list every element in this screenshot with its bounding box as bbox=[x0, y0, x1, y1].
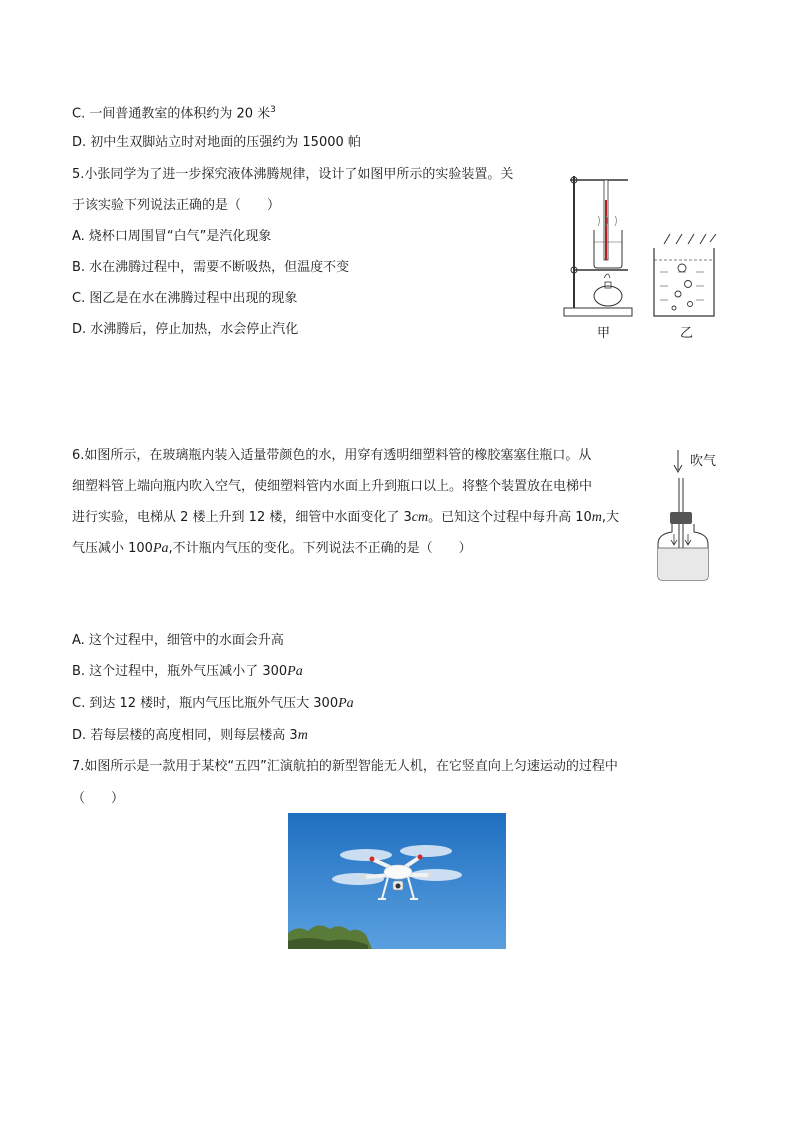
figure-jia-label: 甲 bbox=[597, 326, 611, 341]
unit-m: m bbox=[591, 510, 602, 525]
q4-option-c-text: C. 一间普通教室的体积约为 20 米 bbox=[72, 106, 271, 122]
q6-option-d-text: D. 若每层楼的高度相同，则每层楼高 3 bbox=[72, 728, 298, 743]
q7-stem-line-2: （ ） bbox=[72, 791, 125, 806]
q6-option-b bbox=[72, 662, 303, 682]
unit-m: m bbox=[297, 728, 308, 743]
unit-pa: Pa bbox=[287, 664, 303, 679]
unit-pa: Pa bbox=[338, 696, 354, 711]
q5-option-a: A. 烧杯口周围冒“白气”是汽化现象 bbox=[72, 229, 272, 244]
q6-option-a: A. 这个过程中，细管中的水面会升高 bbox=[72, 633, 284, 648]
q6-option-c bbox=[72, 694, 354, 714]
q5-option-d: D. 水沸腾后，停止加热，水会停止汽化 bbox=[72, 322, 299, 337]
q6-option-d bbox=[72, 726, 308, 746]
q6-option-b-text: B. 这个过程中，瓶外气压减小了 300 bbox=[72, 664, 288, 679]
beaker-bubbles-figure bbox=[648, 228, 722, 320]
q6-stem-line-3 bbox=[72, 508, 619, 528]
q4-option-d: D. 初中生双脚站立时对地面的压强约为 15000 帕 bbox=[72, 135, 361, 150]
q6-stem-line-2: 细塑料管上端向瓶内吹入空气，使细塑料管内水面上升到瓶口以上。将整个装置放在电梯中 bbox=[72, 479, 593, 494]
q4-option-c-sup: 3 bbox=[270, 105, 276, 115]
blow-label: 吹气 bbox=[690, 454, 717, 469]
figure-yi-label: 乙 bbox=[680, 326, 694, 341]
unit-pa: Pa bbox=[152, 541, 169, 556]
q5-stem-line-1: 5.小张同学为了进一步探究液体沸腾规律，设计了如图甲所示的实验装置。关 bbox=[72, 167, 514, 182]
q6-stem-line-4-part-b: ,不计瓶内气压的变化。下列说法不正确的是（ ） bbox=[168, 541, 472, 556]
q6-option-c-text: C. 到达 12 楼时，瓶内气压比瓶外气压大 300 bbox=[72, 696, 339, 711]
q5-option-b: B. 水在沸腾过程中，需要不断吸热，但温度不变 bbox=[72, 260, 350, 275]
q5-option-c: C. 图乙是在水在沸腾过程中出现的现象 bbox=[72, 291, 298, 306]
q6-stem-line-1: 6.如图所示，在玻璃瓶内装入适量带颜色的水，用穿有透明细塑料管的橡胶塞塞住瓶口。从 bbox=[72, 448, 592, 463]
q6-stem-line-4 bbox=[72, 539, 472, 559]
q4-option-c bbox=[72, 100, 276, 124]
q6-stem-line-4-part-a: 气压减小 100 bbox=[72, 541, 153, 556]
q6-stem-line-3-part-b: 。已知这个过程中每升高 10 bbox=[428, 510, 592, 525]
q6-stem-line-3-part-a: 进行实验，电梯从 2 楼上升到 12 楼，细管中水面变化了 3 bbox=[72, 510, 412, 525]
unit-cm: cm bbox=[411, 510, 429, 525]
q6-stem-line-3-part-c: ,大 bbox=[601, 510, 620, 525]
q5-stem-line-2: 于该实验下列说法正确的是（ ） bbox=[72, 198, 281, 213]
drone-photo bbox=[288, 813, 506, 949]
q7-stem-line-1: 7.如图所示是一款用于某校“五四”汇演航拍的新型智能无人机，在它竖直向上匀速运动的过程中 bbox=[72, 759, 618, 774]
boiling-apparatus-figure bbox=[560, 170, 642, 320]
